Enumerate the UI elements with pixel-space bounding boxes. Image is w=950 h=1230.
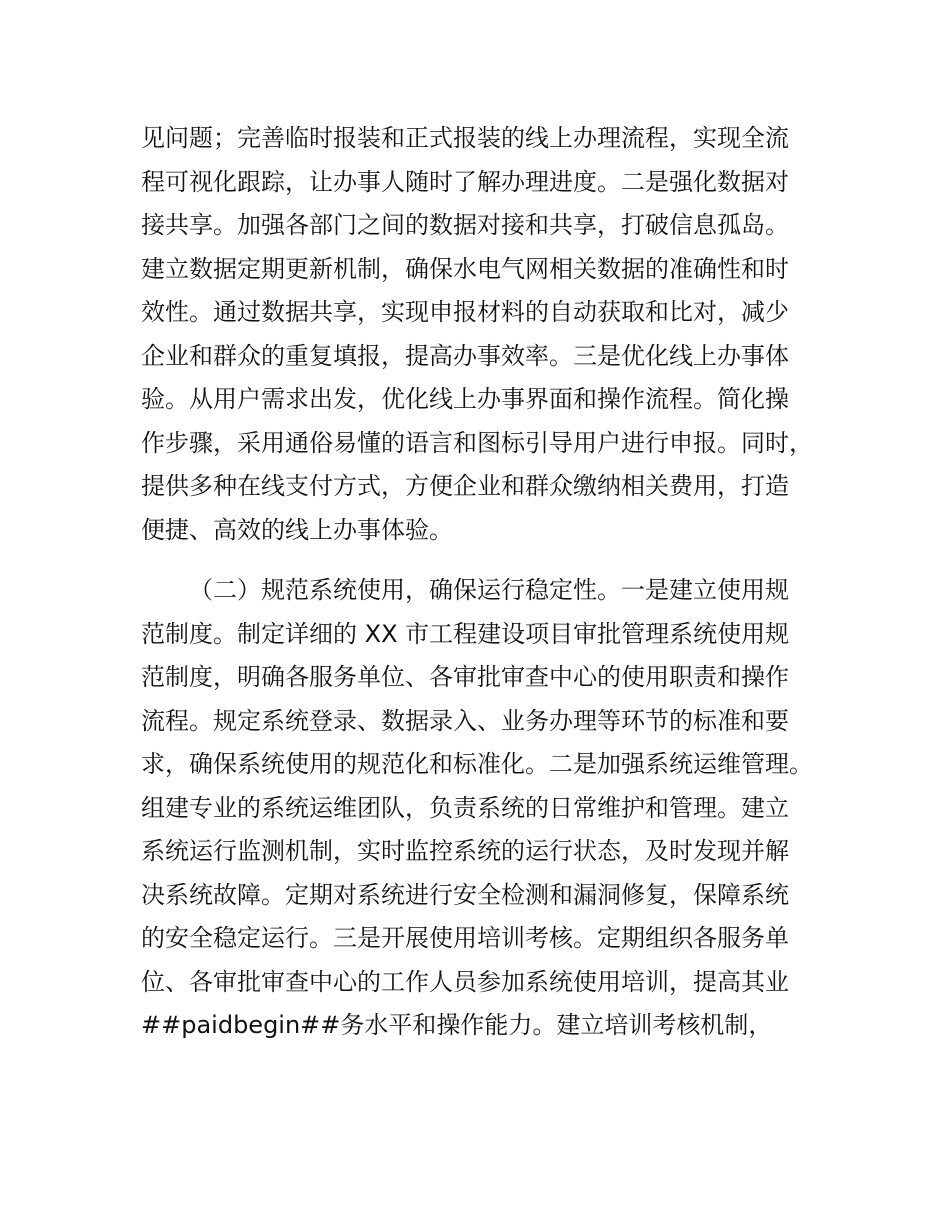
paragraph-1-line: 作步骤，采用通俗易懂的语言和图标引导用户进行申报。同时， [141,428,813,457]
paragraph-2 [141,569,841,1048]
paragraph-2-line: 求，确保系统使用的规范化和标准化。二是加强系统运维管理。 [141,750,813,778]
paragraph-1 [141,117,841,552]
paragraph-2-line: 决系统故障。定期对系统进行安全检测和漏洞修复，保障系统 [141,880,789,909]
paragraph-2-heading-line: （二）规范系统使用，确保运行稳定性。一是建立使用规 [189,576,789,604]
paragraph-1-line: 企业和群众的重复填报，提高办事效率。三是优化线上办事体 [141,341,789,370]
paragraph-1-line: 验。从用户需求出发，优化线上办事界面和操作流程。简化操 [141,385,789,413]
paragraph-1-line: 见问题；完善临时报装和正式报装的线上办理流程，实现全流 [141,124,789,152]
paragraph-spacer [141,552,841,569]
paragraph-2-line: 范制度。制定详细的 XX 市工程建设项目审批管理系统使用规 [141,619,790,648]
paragraph-1-line: 提供多种在线支付方式，方便企业和群众缴纳相关费用，打造 [141,472,789,500]
document-body [141,117,841,1048]
paragraph-2-line: 位、各审批审查中心的工作人员参加系统使用培训，提高其业 [141,967,789,996]
paragraph-2-line: 的安全稳定运行。三是开展使用培训考核。定期组织各服务单 [141,924,789,952]
paragraph-1-line: 效性。通过数据共享，实现申报材料的自动获取和比对，减少 [141,298,789,326]
paragraph-2-line: 范制度，明确各服务单位、各审批审查中心的使用职责和操作 [141,663,789,691]
paragraph-2-line: ##paidbegin##务水平和操作能力。建立培训考核机制， [141,1011,773,1039]
paragraph-1-line: 便捷、高效的线上办事体验。 [141,515,453,544]
paragraph-2-line: 组建专业的系统运维团队，负责系统的日常维护和管理。建立 [141,793,789,822]
paragraph-2-line: 系统运行监测机制，实时监控系统的运行状态，及时发现并解 [141,837,789,865]
paragraph-1-line: 程可视化跟踪，让办事人随时了解办理进度。二是强化数据对 [141,167,789,196]
paragraph-1-line: 建立数据定期更新机制，确保水电气网相关数据的准确性和时 [141,254,789,283]
paragraph-1-line: 接共享。加强各部门之间的数据对接和共享，打破信息孤岛。 [141,211,789,239]
paragraph-2-line: 流程。规定系统登录、数据录入、业务办理等环节的标准和要 [141,706,789,735]
